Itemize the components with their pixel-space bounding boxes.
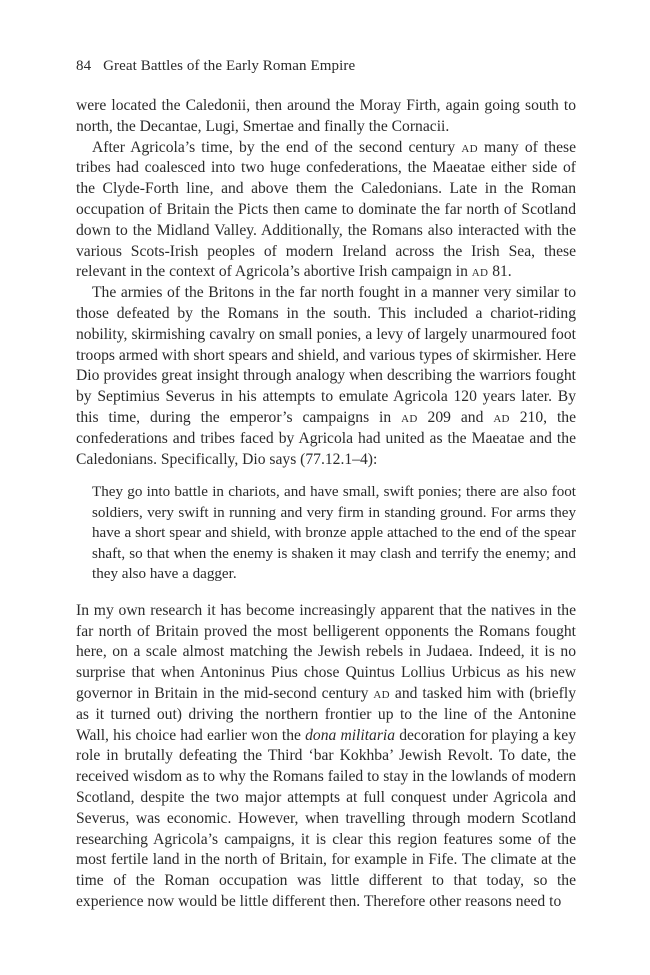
paragraph-2-text-a: After Agricola’s time, by the end of the second century [92, 138, 462, 156]
paragraph-3-text-a: The armies of the Britons in the far north fought in a manner very similar to those defeated by the Romans in the south. This included a chariot-riding nobility, skirmishing cavalry on small ponies, a levy of largely unarmoured foot troops armed with short spears and shield, and various types of skirmisher. Here Dio provides great insight through analogy when describing the warriors fought by Septimius Severus in his attempts to emulate Agricola 120 years later. By this time, during the emperor’s campaigns in [76, 284, 576, 426]
paragraph-4-text-b: and tasked him with (briefly as it turned out) driving the northern frontier up to the line of the Antonine Wall, his choice had earlier won the [76, 685, 576, 744]
paragraph-2-text-c: 81. [488, 263, 512, 281]
paragraph-1 [76, 96, 576, 138]
book-page [76, 56, 576, 913]
italic-term: dona militaria [305, 726, 396, 744]
paragraph-2-text-b: many of these tribes had coalesced into two huge confederations, the Maeatae either side of the Clyde-Forth line, and above them the Caledonians. Late in the Roman occupation of Britain the Picts then came to dominate the far north of Scotland down to the Midland Valley. Additionally, the Romans also interacted with the various Scots-Irish peoples of modern Ireland across the Irish Sea, these relevant in the context of Agricola’s abortive Irish campaign in [76, 138, 576, 281]
block-quote [92, 482, 576, 585]
era-marker: ad [401, 408, 418, 426]
paragraph-1-text: were located the Caledonii, then around the Moray Firth, again going south to north, the Decantae, Lugi, Smertae and finally the Cornacii. [76, 97, 576, 135]
running-head [76, 56, 576, 76]
paragraph-4 [76, 601, 576, 913]
body-text [76, 96, 576, 913]
page-number: 84 [76, 58, 92, 74]
paragraph-3-text-b: 209 and [417, 408, 494, 426]
era-marker: ad [493, 408, 510, 426]
paragraph-3 [76, 283, 576, 470]
paragraph-4-text-c: decoration for playing a key role in brutally defeating the Third ‘bar Kokhba’ Jewish Revolt. To date, the received wisdom as to why the Romans failed to stay in the lowlands of modern Scotland, despite the two major attempts at full conquest under Agricola and Severus, was economic. However, when travelling through modern Scotland researching Agricola’s campaigns, it is clear this region features some of the most fertile land in the north of Britain, for example in Fife. The climate at the time of the Roman occupation was little different to that today, so the experience now would be little different then. Therefore other reasons need to [76, 726, 576, 910]
paragraph-4-text-a: In my own research it has become increasingly apparent that the natives in the far north of Britain proved the most belligerent opponents the Romans fought here, on a scale almost matching the Jewish rebels in Judaea. Indeed, it is no surprise that when Antoninus Pius chose Quintus Lollius Urbicus as his new governor in Britain in the mid-second century [76, 601, 576, 703]
era-marker: ad [471, 263, 489, 281]
block-quote-text: They go into battle in chariots, and have small, swift ponies; there are also foot soldiers, very swift in running and very firm in standing ground. For arms they have a short spear and shield, with bronze apple attached to the end of the spear shaft, so that when the enemy is shaken it may clash and terrify the enemy; and they also have a dagger. [92, 484, 576, 583]
book-title: Great Battles of the Early Roman Empire [103, 58, 356, 74]
era-marker: ad [461, 138, 478, 156]
paragraph-2 [76, 138, 576, 284]
era-marker: ad [373, 685, 390, 703]
paragraph-3-text-c: 210, the confederations and tribes faced by Agricola had united as the Maeatae and the Caledonians. Specifically, Dio says (77.12.1–4): [76, 408, 576, 468]
